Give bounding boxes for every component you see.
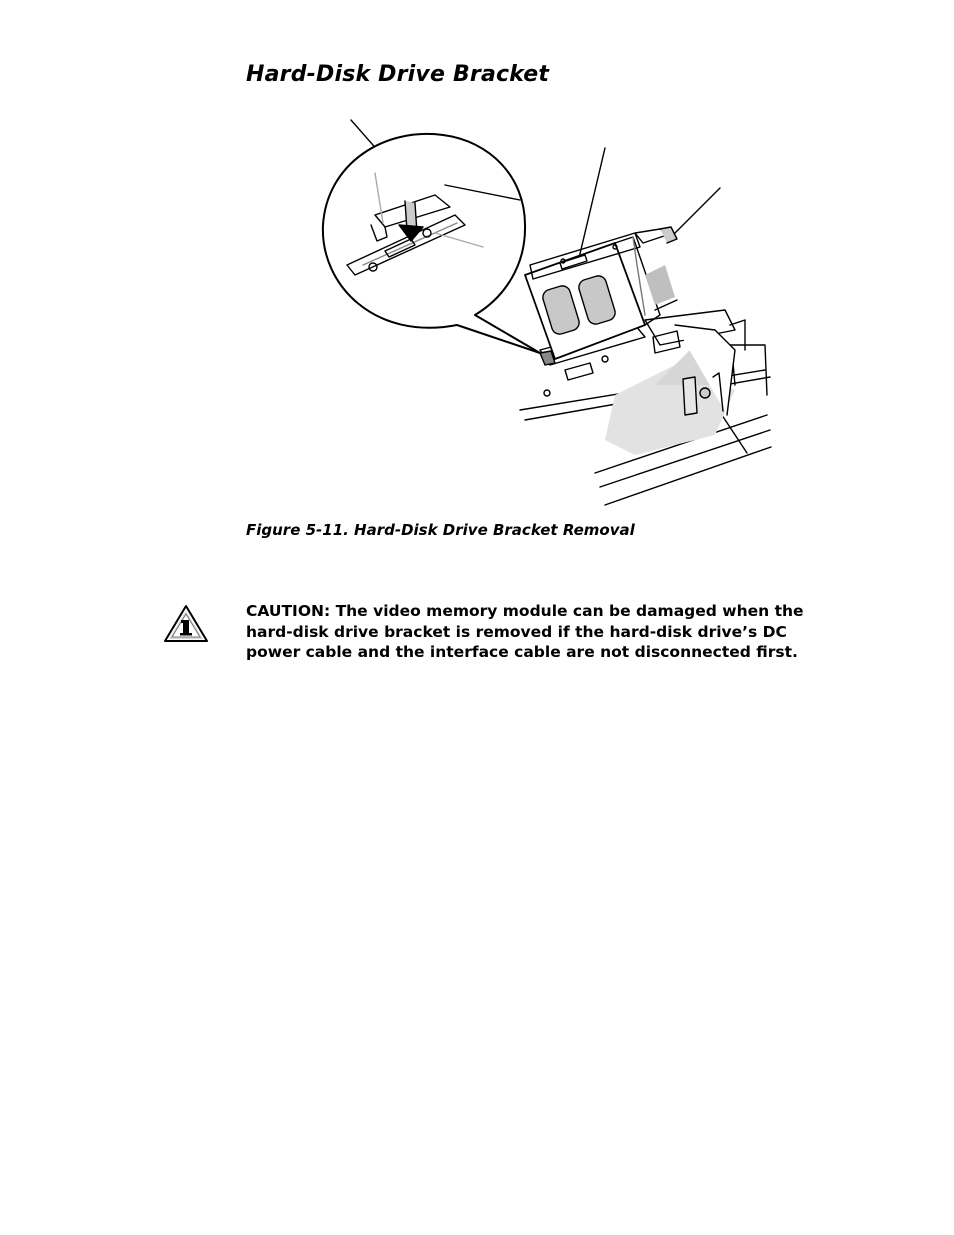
caution-label: CAUTION:	[246, 602, 331, 620]
caution-body: The video memory module can be damaged when the hard-disk drive bracket is removed if the hard-disk drive’s DC power cable and the interface cable are not disconnected first.	[246, 602, 804, 661]
callout-line-3	[673, 188, 720, 235]
magnified-inset	[323, 134, 540, 353]
callout-line-2	[579, 148, 605, 258]
hard-disk-bracket-illustration	[315, 115, 775, 507]
figure-caption: Figure 5-11. Hard-Disk Drive Bracket Removal	[246, 521, 635, 539]
section-title: Hard-Disk Drive Bracket	[246, 62, 550, 87]
caution-notice	[246, 601, 846, 663]
illustration-drawing	[315, 115, 775, 507]
caution-triangle-icon	[163, 604, 209, 644]
